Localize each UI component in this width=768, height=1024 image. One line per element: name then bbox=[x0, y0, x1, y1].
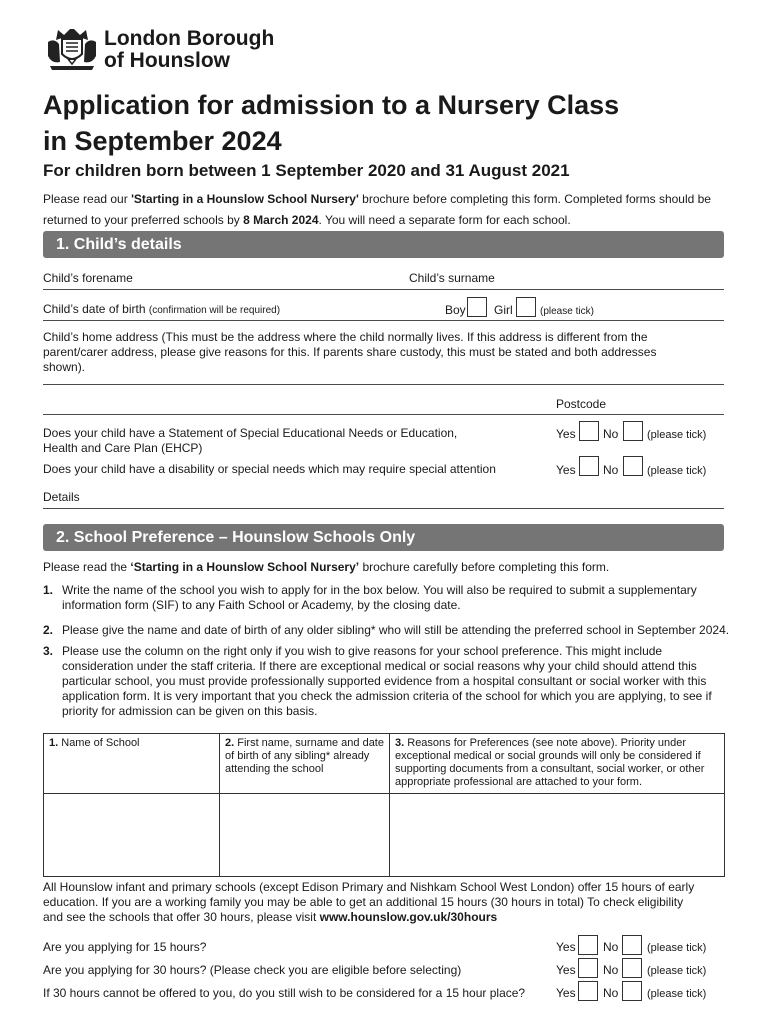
q15-yes-checkbox[interactable] bbox=[578, 935, 598, 955]
q30-label: Are you applying for 30 hours? (Please check you are eligible before selecting) bbox=[43, 963, 462, 977]
disability-no-label: No bbox=[603, 463, 619, 477]
dob-input[interactable] bbox=[295, 296, 435, 318]
brochure-title: 'Starting in a Hounslow School Nursery' bbox=[131, 192, 359, 206]
disability-please-tick: (please tick) bbox=[647, 465, 707, 477]
ehcp-question-line1: Does your child have a Statement of Special Educational Needs or Education, bbox=[43, 426, 458, 440]
q15-label: Are you applying for 15 hours? bbox=[43, 940, 207, 954]
q15-no-checkbox[interactable] bbox=[622, 935, 642, 955]
disability-yes-label: Yes bbox=[556, 463, 576, 477]
q30-no-checkbox[interactable] bbox=[622, 958, 642, 978]
q15-please-tick: (please tick) bbox=[647, 942, 707, 954]
30hours-link[interactable]: www.hounslow.gov.uk/30hours bbox=[319, 910, 498, 924]
divider-line bbox=[43, 289, 724, 290]
divider-line bbox=[43, 320, 724, 321]
disability-yes-checkbox[interactable] bbox=[579, 456, 599, 476]
hours-info-paragraph: All Hounslow infant and primary schools (except Edison Primary and Nishkam School West London) offer 15 hours of early education. If you are a working family you may be able to get an additional 15 hours (30 hours in total) To check eligibility and see the schools that offer 30 hours, please visit www.hounslow.gov.uk/30hours bbox=[43, 880, 695, 924]
subtitle-year1: 2020 bbox=[367, 161, 406, 180]
girl-checkbox[interactable] bbox=[516, 297, 536, 317]
sibling-details-input[interactable] bbox=[220, 794, 390, 877]
fallback-yes-label: Yes bbox=[556, 986, 576, 1000]
instruction-item-3: 3. Please use the column on the right only if you wish to give reasons for your school preference. This might include consideration under the staff criteria. If there are exceptional medical or social reasons why your child should attend this particular school, you must provide professionally supported evidence from a hospital consultant or social worker with this application form. It is very important that you check the admission criteria of the school for which you are applying, to see if priority for admission can be given on this basis. bbox=[43, 644, 712, 718]
home-address-label: Child’s home address (This must be the address where the child normally lives. If this address is different from the parent/carer address, please give reasons for this. If parents share custody, this must be stated and both addresses shown). bbox=[43, 330, 657, 374]
ehcp-no-checkbox[interactable] bbox=[623, 421, 643, 441]
col-header-sibling: 2. First name, surname and date of birth of any sibling* already attending the school bbox=[220, 734, 390, 794]
table-row bbox=[44, 794, 725, 877]
fallback-no-checkbox[interactable] bbox=[622, 981, 642, 1001]
boy-checkbox[interactable] bbox=[467, 297, 487, 317]
ehcp-question-line2: Health and Care Plan (EHCP) bbox=[43, 441, 203, 455]
q30-no-label: No bbox=[603, 963, 619, 977]
org-name-line1: London Borough bbox=[104, 27, 275, 50]
school-preference-table bbox=[43, 733, 725, 877]
ehcp-please-tick: (please tick) bbox=[647, 429, 707, 441]
q15-yes-label: Yes bbox=[556, 940, 576, 954]
dob-label: Child’s date of birth (confirmation will be required) bbox=[43, 302, 281, 316]
q30-fallback-label: If 30 hours cannot be offered to you, do you still wish to be considered for a 15 hour place? bbox=[43, 986, 526, 1000]
school-name-input[interactable] bbox=[44, 794, 220, 877]
ehcp-yes-checkbox[interactable] bbox=[579, 421, 599, 441]
girl-label: Girl bbox=[494, 303, 513, 317]
forename-label: Child’s forename bbox=[43, 271, 133, 285]
disability-question: Does your child have a disability or special needs which may require special attention bbox=[43, 462, 496, 476]
org-name-line2: of Hounslow bbox=[104, 49, 230, 72]
deadline-date: 8 March 2024 bbox=[243, 213, 319, 227]
col-header-reasons: 3. Reasons for Preferences (see note above). Priority under exceptional medical or social grounds will only be considered if supporting documents from a consultant, social worker, or other appropriate professional are attached to your form. bbox=[390, 734, 725, 794]
ehcp-no-label: No bbox=[603, 427, 619, 441]
instruction-item-2: 2. Please give the name and date of birth of any older sibling* who will still be attending the preferred school in September 2024. bbox=[43, 623, 730, 637]
boy-label: Boy bbox=[445, 303, 466, 317]
q30-yes-label: Yes bbox=[556, 963, 576, 977]
dob-note: (confirmation will be required) bbox=[148, 305, 281, 316]
fallback-please-tick: (please tick) bbox=[647, 988, 707, 1000]
intro-paragraph: Please read our 'Starting in a Hounslow School Nursery' brochure before completing this form. Completed forms should be returned to your preferred schools by 8 March 2024. You will need a separate form for each school. bbox=[43, 192, 711, 227]
surname-label: Child’s surname bbox=[409, 271, 495, 285]
council-crest-logo bbox=[44, 26, 100, 72]
details-label: Details bbox=[43, 490, 80, 504]
divider-line bbox=[43, 508, 724, 509]
col-header-school-name: 1. Name of School bbox=[44, 734, 220, 794]
reasons-input[interactable] bbox=[390, 794, 725, 877]
fallback-no-label: No bbox=[603, 986, 619, 1000]
fallback-yes-checkbox[interactable] bbox=[578, 981, 598, 1001]
page-title-line1: Application for admission to a Nursery Class bbox=[43, 90, 620, 120]
section2-header: 2. School Preference – Hounslow Schools Only bbox=[43, 524, 724, 551]
page-title-line2: in September 2024 bbox=[43, 126, 282, 156]
section2-intro: Please read the ‘Starting in a Hounslow School Nursery’ brochure carefully before completing this form. bbox=[43, 560, 610, 574]
address-line bbox=[43, 414, 724, 415]
q30-yes-checkbox[interactable] bbox=[578, 958, 598, 978]
gender-please-tick: (please tick) bbox=[540, 306, 594, 317]
postcode-label: Postcode bbox=[556, 397, 607, 411]
table-header-row bbox=[44, 734, 725, 794]
subtitle-year2: 2021 bbox=[531, 161, 570, 180]
forename-input[interactable] bbox=[140, 266, 400, 288]
brochure-title: ‘Starting in a Hounslow School Nursery’ bbox=[130, 560, 360, 574]
surname-input[interactable] bbox=[496, 266, 724, 288]
details-input[interactable] bbox=[90, 484, 724, 508]
q30-please-tick: (please tick) bbox=[647, 965, 707, 977]
instruction-item-1: 1. Write the name of the school you wish to apply for in the box below. You will also be required to submit a supplementary information form (SIF) to any Faith School or Academy, by the closing date. bbox=[43, 583, 697, 612]
disability-no-checkbox[interactable] bbox=[623, 456, 643, 476]
q15-no-label: No bbox=[603, 940, 619, 954]
address-line bbox=[43, 384, 724, 385]
ehcp-yes-label: Yes bbox=[556, 427, 576, 441]
home-address-input[interactable] bbox=[43, 362, 724, 414]
section1-header: 1. Child’s details bbox=[43, 231, 724, 258]
page-subtitle: For children born between 1 September 2020 and 31 August 2021 bbox=[43, 161, 570, 180]
